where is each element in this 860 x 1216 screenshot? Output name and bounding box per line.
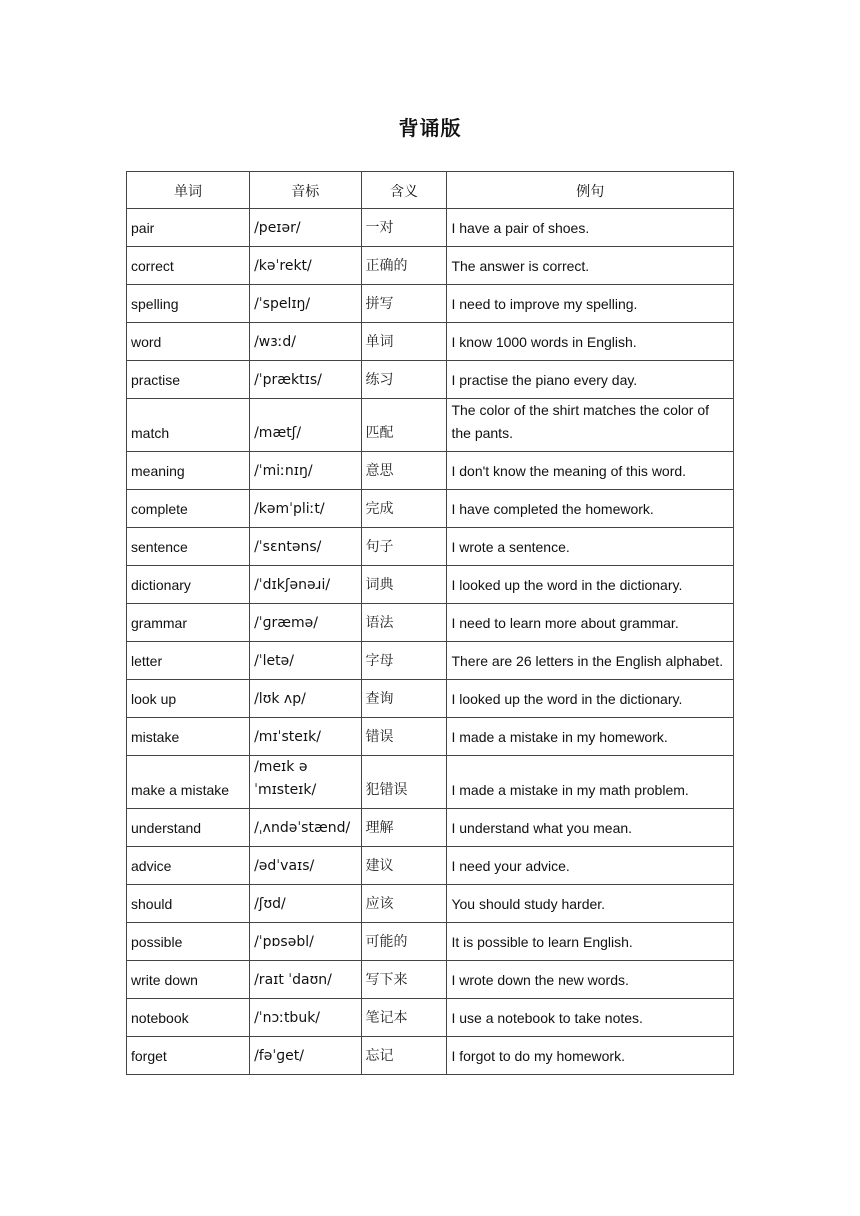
cell-example: I made a mistake in my math problem. bbox=[447, 756, 734, 809]
cell-meaning: 犯错误 bbox=[361, 756, 447, 809]
cell-word: grammar bbox=[127, 604, 250, 642]
cell-example: I use a notebook to take notes. bbox=[447, 999, 734, 1037]
table-row bbox=[127, 566, 734, 604]
cell-example: I need to learn more about grammar. bbox=[447, 604, 734, 642]
cell-example: I looked up the word in the dictionary. bbox=[447, 566, 734, 604]
cell-example: I have completed the homework. bbox=[447, 490, 734, 528]
cell-meaning: 理解 bbox=[361, 809, 447, 847]
cell-example: I don't know the meaning of this word. bbox=[447, 452, 734, 490]
table-row bbox=[127, 642, 734, 680]
cell-example: I need to improve my spelling. bbox=[447, 285, 734, 323]
header-word: 单词 bbox=[127, 172, 250, 209]
cell-meaning: 建议 bbox=[361, 847, 447, 885]
cell-phonetic: /ˈspelɪŋ/ bbox=[250, 285, 361, 323]
cell-word: notebook bbox=[127, 999, 250, 1037]
table-row bbox=[127, 285, 734, 323]
cell-word: advice bbox=[127, 847, 250, 885]
cell-meaning: 字母 bbox=[361, 642, 447, 680]
cell-meaning: 语法 bbox=[361, 604, 447, 642]
cell-word: spelling bbox=[127, 285, 250, 323]
cell-word: make a mistake bbox=[127, 756, 250, 809]
table-row bbox=[127, 490, 734, 528]
cell-meaning: 错误 bbox=[361, 718, 447, 756]
cell-word: pair bbox=[127, 209, 250, 247]
cell-meaning: 匹配 bbox=[361, 399, 447, 452]
table-row bbox=[127, 1037, 734, 1075]
cell-word: write down bbox=[127, 961, 250, 999]
table-row bbox=[127, 809, 734, 847]
cell-phonetic: /mɪˈsteɪk/ bbox=[250, 718, 361, 756]
cell-example: The color of the shirt matches the color of the pants. bbox=[447, 399, 734, 452]
cell-meaning: 可能的 bbox=[361, 923, 447, 961]
cell-meaning: 写下来 bbox=[361, 961, 447, 999]
cell-example: I wrote a sentence. bbox=[447, 528, 734, 566]
cell-word: match bbox=[127, 399, 250, 452]
cell-word: should bbox=[127, 885, 250, 923]
vocabulary-table bbox=[126, 171, 734, 1075]
cell-example: I looked up the word in the dictionary. bbox=[447, 680, 734, 718]
cell-phonetic: /ˈpɒsəbl/ bbox=[250, 923, 361, 961]
cell-phonetic: /ədˈvaɪs/ bbox=[250, 847, 361, 885]
cell-example: I practise the piano every day. bbox=[447, 361, 734, 399]
cell-phonetic: /ˈpræktɪs/ bbox=[250, 361, 361, 399]
cell-example: I made a mistake in my homework. bbox=[447, 718, 734, 756]
cell-example: There are 26 letters in the English alphabet. bbox=[447, 642, 734, 680]
cell-word: complete bbox=[127, 490, 250, 528]
table-row bbox=[127, 756, 734, 809]
cell-word: mistake bbox=[127, 718, 250, 756]
page-title: 背诵版 bbox=[398, 116, 462, 140]
cell-word: forget bbox=[127, 1037, 250, 1075]
table-row bbox=[127, 885, 734, 923]
cell-phonetic: /ˈmiːnɪŋ/ bbox=[250, 452, 361, 490]
cell-meaning: 完成 bbox=[361, 490, 447, 528]
cell-word: possible bbox=[127, 923, 250, 961]
cell-example: I forgot to do my homework. bbox=[447, 1037, 734, 1075]
cell-meaning: 查询 bbox=[361, 680, 447, 718]
cell-phonetic: /lʊk ʌp/ bbox=[250, 680, 361, 718]
cell-phonetic: /ˈnɔːtbuk/ bbox=[250, 999, 361, 1037]
cell-meaning: 正确的 bbox=[361, 247, 447, 285]
cell-phonetic: /wɜːd/ bbox=[250, 323, 361, 361]
table-row bbox=[127, 999, 734, 1037]
table-row bbox=[127, 209, 734, 247]
cell-word: meaning bbox=[127, 452, 250, 490]
cell-example: It is possible to learn English. bbox=[447, 923, 734, 961]
table-row bbox=[127, 604, 734, 642]
cell-example: I understand what you mean. bbox=[447, 809, 734, 847]
cell-example: You should study harder. bbox=[447, 885, 734, 923]
cell-phonetic: /mætʃ/ bbox=[250, 399, 361, 452]
table-row bbox=[127, 361, 734, 399]
cell-example: I have a pair of shoes. bbox=[447, 209, 734, 247]
table-row bbox=[127, 528, 734, 566]
cell-meaning: 一对 bbox=[361, 209, 447, 247]
cell-meaning: 句子 bbox=[361, 528, 447, 566]
cell-meaning: 词典 bbox=[361, 566, 447, 604]
cell-phonetic: /raɪt ˈdaʊn/ bbox=[250, 961, 361, 999]
table-row bbox=[127, 847, 734, 885]
cell-meaning: 应该 bbox=[361, 885, 447, 923]
table-row bbox=[127, 323, 734, 361]
cell-example: The answer is correct. bbox=[447, 247, 734, 285]
cell-meaning: 忘记 bbox=[361, 1037, 447, 1075]
cell-meaning: 拼写 bbox=[361, 285, 447, 323]
cell-word: dictionary bbox=[127, 566, 250, 604]
cell-phonetic: /ˈdɪkʃənəɹi/ bbox=[250, 566, 361, 604]
table-body bbox=[127, 209, 734, 1075]
table-header-row bbox=[127, 172, 734, 209]
cell-word: understand bbox=[127, 809, 250, 847]
cell-word: word bbox=[127, 323, 250, 361]
table-row bbox=[127, 923, 734, 961]
cell-phonetic: /peɪər/ bbox=[250, 209, 361, 247]
cell-meaning: 笔记本 bbox=[361, 999, 447, 1037]
header-example: 例句 bbox=[447, 172, 734, 209]
cell-word: correct bbox=[127, 247, 250, 285]
cell-word: look up bbox=[127, 680, 250, 718]
table-row bbox=[127, 247, 734, 285]
cell-example: I wrote down the new words. bbox=[447, 961, 734, 999]
cell-phonetic: /fəˈɡet/ bbox=[250, 1037, 361, 1075]
cell-meaning: 意思 bbox=[361, 452, 447, 490]
header-phonetic: 音标 bbox=[250, 172, 361, 209]
cell-example: I need your advice. bbox=[447, 847, 734, 885]
cell-phonetic: /ˈsɛntəns/ bbox=[250, 528, 361, 566]
cell-example: I know 1000 words in English. bbox=[447, 323, 734, 361]
cell-phonetic: /kəmˈpliːt/ bbox=[250, 490, 361, 528]
table-row bbox=[127, 399, 734, 452]
table-row bbox=[127, 961, 734, 999]
cell-phonetic: /ˈletə/ bbox=[250, 642, 361, 680]
cell-meaning: 练习 bbox=[361, 361, 447, 399]
cell-phonetic: /ʃʊd/ bbox=[250, 885, 361, 923]
cell-phonetic: /ˈɡræmə/ bbox=[250, 604, 361, 642]
table-row bbox=[127, 718, 734, 756]
cell-meaning: 单词 bbox=[361, 323, 447, 361]
table-row bbox=[127, 680, 734, 718]
cell-word: sentence bbox=[127, 528, 250, 566]
cell-phonetic: /ˌʌndəˈstænd/ bbox=[250, 809, 361, 847]
cell-word: practise bbox=[127, 361, 250, 399]
table-row bbox=[127, 452, 734, 490]
header-meaning: 含义 bbox=[361, 172, 447, 209]
cell-word: letter bbox=[127, 642, 250, 680]
cell-phonetic: /kəˈrekt/ bbox=[250, 247, 361, 285]
cell-phonetic: /meɪk ə ˈmɪsteɪk/ bbox=[250, 756, 361, 809]
